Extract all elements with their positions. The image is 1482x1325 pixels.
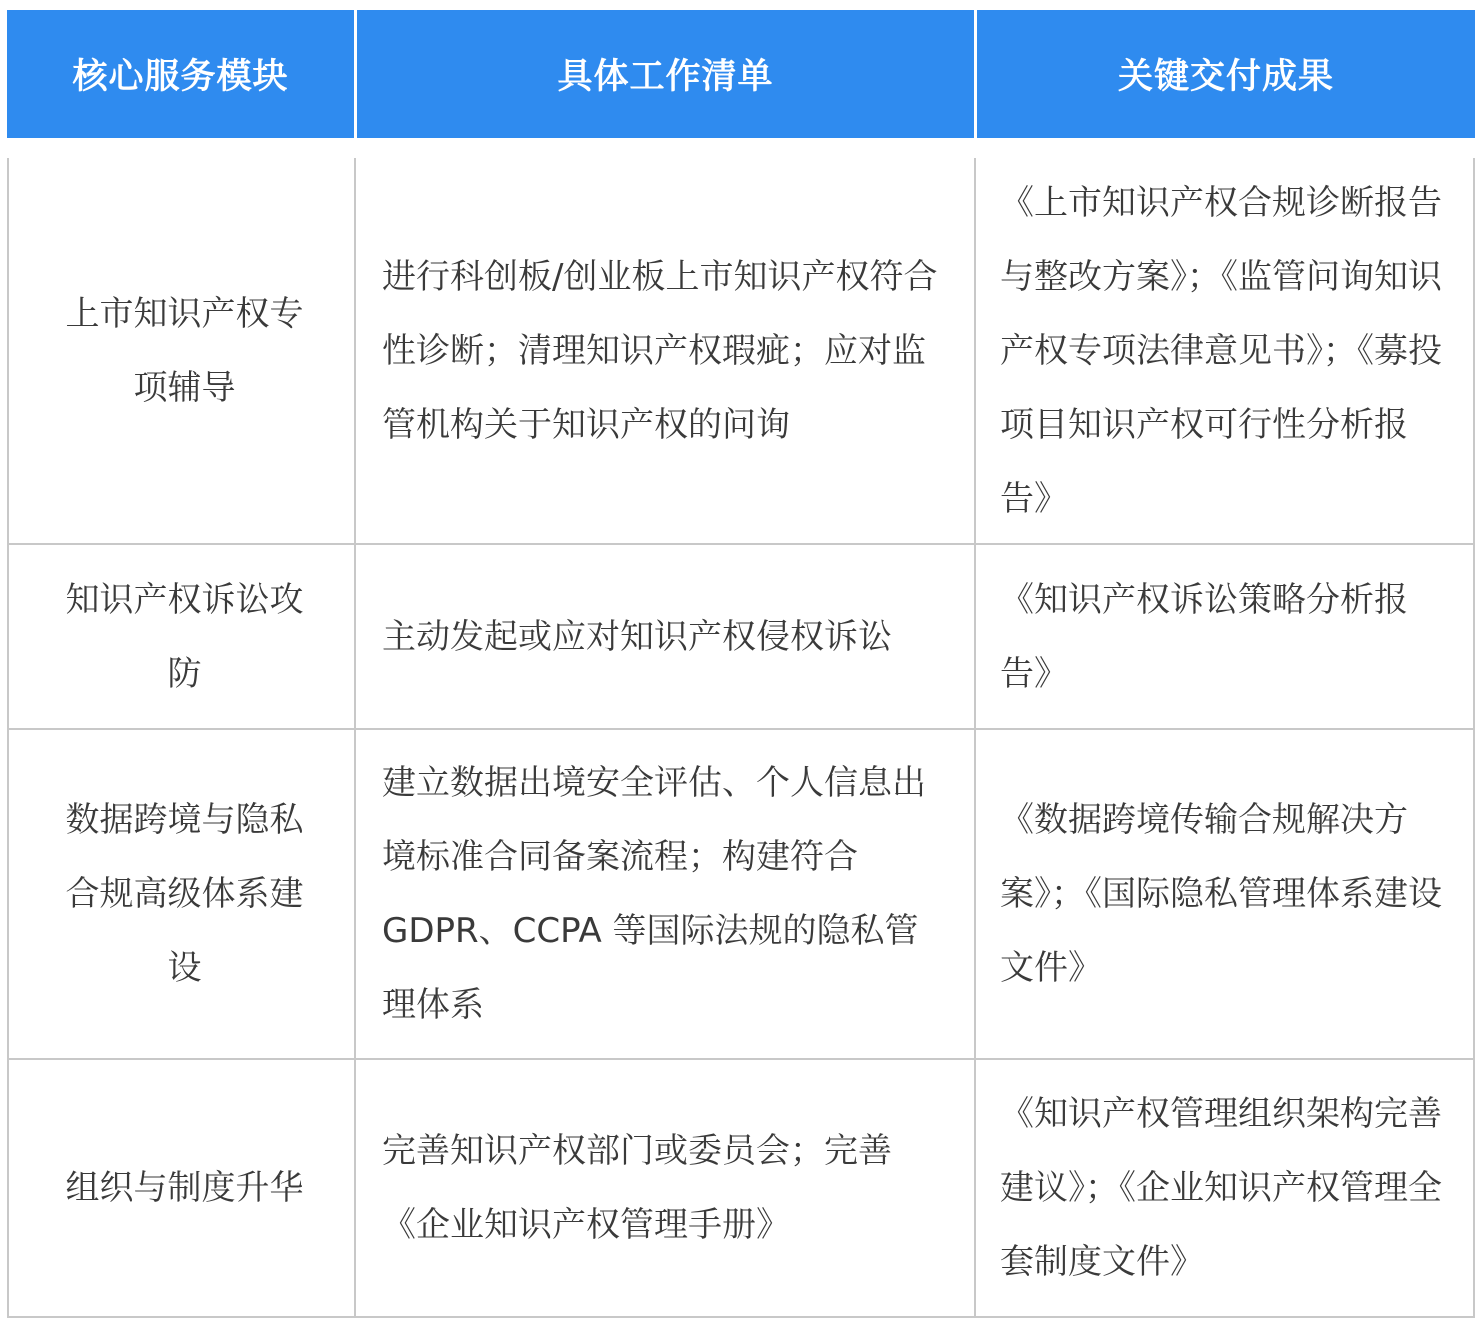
tasks-text: 建立数据出境安全评估、个人信息出境标准合同备案流程；构建符合 GDPR、CCPA 等国际法规的隐私管理体系 xyxy=(382,763,926,1025)
table-row xyxy=(7,545,1475,730)
table-row xyxy=(7,730,1475,1060)
deliverables-cell xyxy=(974,730,1475,1058)
module-cell xyxy=(7,730,354,1058)
service-table xyxy=(7,10,1475,1318)
header-deliverables: 关键交付成果 xyxy=(974,10,1475,138)
module-text: 组织与制度升华 xyxy=(65,1168,304,1208)
tasks-text: 完善知识产权部门或委员会；完善《企业知识产权管理手册》 xyxy=(382,1131,892,1245)
deliverables-cell xyxy=(974,1060,1475,1316)
module-cell xyxy=(7,1060,354,1316)
header-work-list: 具体工作清单 xyxy=(354,10,974,138)
header-core-module: 核心服务模块 xyxy=(72,57,289,97)
tasks-text: 进行科创板/创业板上市知识产权符合性诊断；清理知识产权瑕疵；应对监管机构关于知识产权的问询 xyxy=(382,256,938,445)
module-text: 上市知识产权专项辅导 xyxy=(65,293,304,408)
deliverables-text: 《知识产权诉讼策略分析报告》 xyxy=(1000,579,1408,694)
tasks-cell xyxy=(354,158,974,543)
module-cell xyxy=(7,158,354,543)
table-header xyxy=(7,10,1475,138)
tasks-cell xyxy=(354,545,974,728)
module-text: 数据跨境与隐私合规高级体系建设 xyxy=(65,800,304,988)
deliverables-cell xyxy=(974,545,1475,728)
tasks-text: 主动发起或应对知识产权侵权诉讼 xyxy=(382,616,892,657)
deliverables-text: 《数据跨境传输合规解决方案》；《国际隐私管理体系建设文件》 xyxy=(1000,800,1442,988)
table-row xyxy=(7,158,1475,545)
table-row xyxy=(7,1060,1475,1318)
module-text: 知识产权诉讼攻防 xyxy=(65,579,304,694)
tasks-cell xyxy=(354,730,974,1058)
deliverables-text: 《知识产权管理组织架构完善建议》；《企业知识产权管理全套制度文件》 xyxy=(1000,1094,1442,1282)
module-cell xyxy=(7,545,354,728)
deliverables-cell xyxy=(974,158,1475,543)
tasks-cell xyxy=(354,1060,974,1316)
deliverables-text: 《上市知识产权合规诊断报告与整改方案》；《监管问询知识产权专项法律意见书》；《募投项目知识产权可行性分析报告》 xyxy=(1000,182,1442,519)
